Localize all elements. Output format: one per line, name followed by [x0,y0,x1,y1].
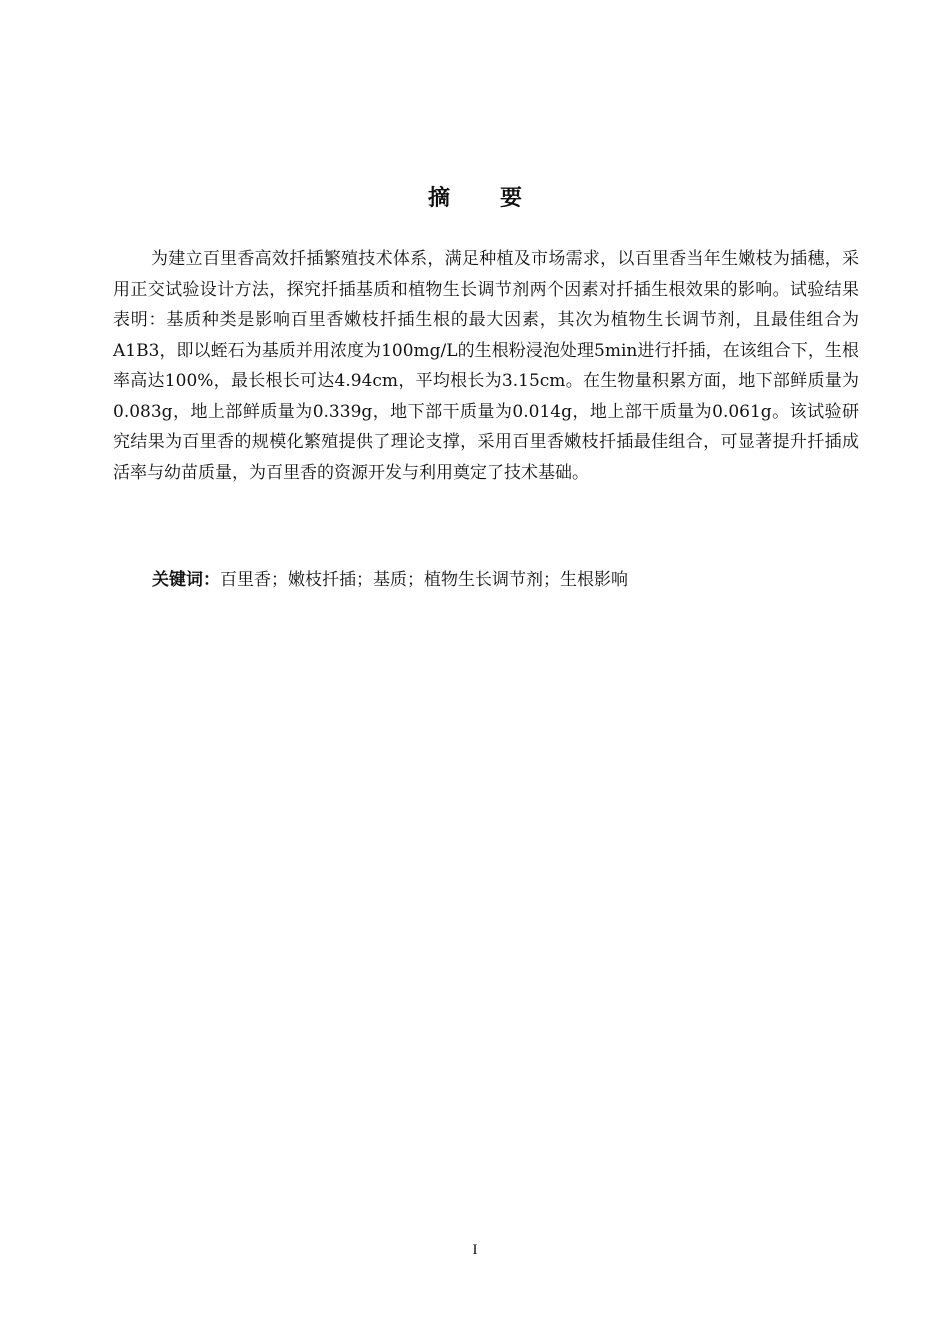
keywords-text: 百里香；嫩枝扦插；基质；植物生长调节剂；生根影响 [220,570,628,590]
title-char-2: 要 [500,186,523,211]
title-char-1: 摘 [427,186,450,211]
keywords-label: 关键词： [152,570,220,590]
keywords-line [152,566,852,594]
page-title [0,181,950,212]
abstract-paragraph: 为建立百里香高效扦插繁殖技术体系，满足种植及市场需求，以百里香当年生嫩枝为插穗，采用正交试验设计方法，探究扦插基质和植物生长调节剂两个因素对扦插生根效果的影响。试验结果表明：基质种类是影响百里香嫩枝扦插生根的最大因素，其次为植物生长调节剂，且最佳组合为A1B3，即以蛭石为基质并用浓度为100mg/L的生根粉浸泡处理5min进行扦插，在该组合下，生根率高达100%，最长根长可达4.94cm，平均根长为3.15cm。在生物量积累方面，地下部鲜质量为0.083g，地上部鲜质量为0.339g，地下部干质量为0.014g，地上部干质量为0.061g。该试验研究结果为百里香的规模化繁殖提供了理论支撑，采用百里香嫩枝扦插最佳组合，可显著提升扦插成活率与幼苗质量，为百里香的资源开发与利用奠定了技术基础。 [113,249,859,483]
page-number: I [472,1242,478,1258]
